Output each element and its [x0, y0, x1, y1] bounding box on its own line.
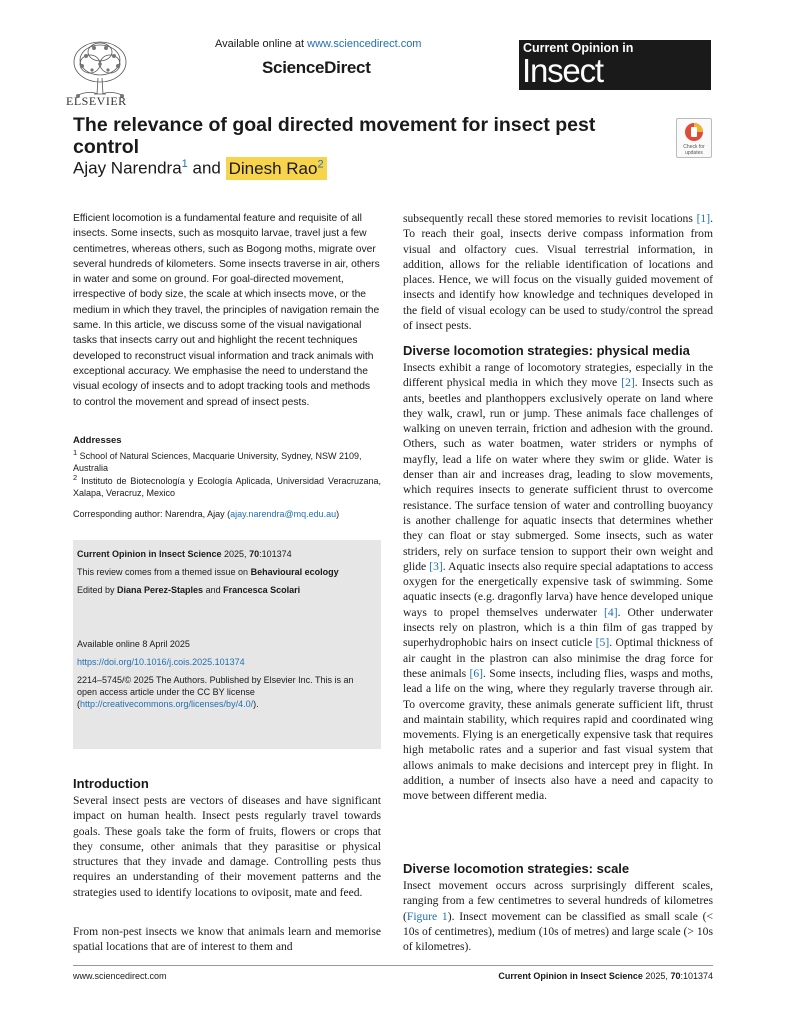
editor-1: Diana Perez-Staples [117, 585, 204, 595]
themed-issue-prefix: This review comes from a themed issue on [77, 567, 251, 577]
journal-banner-line1: Current Opinion in [523, 41, 634, 55]
crossmark-icon [677, 120, 711, 146]
available-online-prefix: Available online at [215, 38, 308, 50]
journal-banner-line2: Insect Science [522, 52, 632, 127]
author-1-affiliation[interactable]: 1 [181, 158, 188, 170]
check-for-updates-button[interactable] [676, 118, 712, 158]
physical-media-paragraph [403, 360, 713, 804]
introduction-paragraph-1: Several insect pests are vectors of diseases and have significant impact on human health. Insect pests regularly travel towards goals. These goals take the form of fruits, flowers or crops that they consume, other animals that they parasitise or physical structures that they invade and damage. Controlling pests thus requires an understanding of their movement patterns and the strategies used to identify locations to oviposit, mate and feed. [73, 794, 381, 899]
text-run: . To reach their goal, insects derive compass information from visual and olfactory cues. Visual terrestrial information, in addition, allows for the reliable identification of locations and places. Hence, we will focus on the visually guided movement of insects and identify how knowledge and techniques developed in the field of visual ecology can be used to study/control the spread of insect pests. [403, 212, 713, 333]
footer-site: www.sciencedirect.com [73, 971, 167, 981]
reference-1-link[interactable]: [1] [696, 212, 711, 225]
footer-year: 2025, [642, 971, 671, 981]
footer-volume: 70 [670, 971, 681, 981]
address-2 [73, 472, 381, 499]
citation-article-number: :101374 [259, 549, 292, 559]
author-1[interactable]: Ajay Narendra [73, 158, 182, 178]
citation-journal: Current Opinion in Insect Science [77, 549, 222, 559]
editors-connector: and [203, 585, 224, 595]
abstract: Efficient locomotion is a fundamental feature and requisite of all insects. Some insects, such as mosquito larvae, travel just a few centimetres, whereas others, such as Bogong moths, migrate over several hundreds of kilometers. Some insects traverse in air, others in water and some on ground. For goal-directed movement, irrespective of body size, the scale at which insects move, or the medium in which they travel, the principles of navigation remain the same. In this article, we discuss some of the visual navigational tasks that insects carry out and highlight the recent techniques developed to reconstruct visual information and track animals with exceptional accuracy. We emphasise the need to understand the visual ecology of insects and to adopt tracking tools and methods to control the movement and spread of insect pests. [73, 213, 380, 408]
text-run: . Other underwater insects rely on plastron, which is a thin film of gas trapped by superhydrophobic hairs on insect cuticle [403, 605, 713, 650]
license-prefix: 2214–5745/© 2025 The Authors. Published by Elsevier Inc. This is an open access article under the CC BY license ( [77, 675, 354, 709]
citation-year: 2025, [221, 549, 250, 559]
reference-5-link[interactable]: [5] [595, 636, 610, 650]
author-2-affiliation[interactable]: 2 [317, 158, 324, 170]
online-date: Available online 8 April 2025 [77, 639, 190, 649]
publisher-name: ELSEVIER [66, 94, 127, 108]
footer-divider [73, 965, 713, 966]
text-run: ). Insect movement can be classified as small scale (< 10s of centimetres), medium (10s of metres) and large scale (> 10s of kilometres). [403, 909, 713, 954]
themed-issue-name: Behavioural ecology [250, 567, 339, 577]
footer-article-number: :101374 [680, 971, 713, 981]
address-2-text: Instituto de Biotecnología y Ecología Aplicada, Universidad Veracruzana, Xalapa, Veracruz, Mexico [73, 476, 381, 498]
author-2[interactable]: Dinesh Rao [228, 158, 318, 178]
addresses-heading: Addresses [73, 435, 122, 446]
editor-2: Francesca Scolari [223, 585, 301, 595]
editors-line [77, 584, 300, 596]
right-paragraph-continued [403, 211, 713, 333]
footer-citation [420, 971, 713, 981]
sciencedirect-link[interactable]: www.sciencedirect.com [307, 38, 422, 50]
platform-name: ScienceDirect [262, 58, 371, 77]
text-run: . Some insects, including flies, wasps and moths, lead a life on the wing, where they regularly traverse through air. To overcome gravity, these animals generate sufficient lift, thrust and maintain stability, which requires rapid and coordinated wing movements. Flying is an energetically expensive task that requires high metabolic rates and a superior and fast visual system that allows animals to make decisions and intercept prey in flight. In addition, a number of insects also have a need and capacity to move between different media. [403, 666, 713, 803]
available-online-line [215, 38, 421, 50]
doi-link[interactable]: https://doi.org/10.1016/j.cois.2025.101374 [77, 657, 245, 667]
citation-volume: 70 [249, 549, 260, 559]
corresponding-email-link[interactable]: ajay.narendra@mq.edu.au [230, 509, 337, 519]
license-suffix: ). [253, 699, 259, 709]
scale-paragraph [403, 878, 713, 954]
address-1 [73, 447, 381, 474]
article-title: The relevance of goal directed movement for insect pest control [73, 114, 596, 158]
section-heading-physical-media: Diverse locomotion strategies: physical media [403, 343, 690, 358]
text-run: . Aquatic insects also require special adaptations to access oxygen for the energetically expensive task of swimming. Some aquatic insects (e.g. dragonfly larva) have hence developed unique ways to propel themselves underwater [403, 559, 713, 619]
reference-6-link[interactable]: [6] [469, 666, 484, 680]
introduction-paragraph-2: From non-pest insects we know that animals learn and memorise spatial locations that are of interest to them and [73, 925, 381, 954]
footer-journal: Current Opinion in Insect Science [498, 971, 643, 981]
address-1-text: School of Natural Sciences, Macquarie University, Sydney, NSW 2109, Australia [73, 451, 362, 473]
address-1-number: 1 [73, 448, 78, 457]
reference-2-link[interactable]: [2] [621, 376, 635, 390]
reference-3-link[interactable]: [3] [429, 559, 443, 573]
corresponding-author [73, 509, 339, 519]
corresponding-prefix: Corresponding author: Narendra, Ajay ( [73, 509, 231, 519]
text-run: subsequently recall these stored memories to revisit locations [403, 212, 697, 225]
author-line [73, 158, 327, 179]
section-heading-scale: Diverse locomotion strategies: scale [403, 861, 630, 876]
article-info-box [73, 540, 381, 749]
text-run: . Optimal thickness of air caught in the plastron can also minimise the drag force for these animals [403, 636, 714, 680]
author-connector: and [187, 158, 226, 178]
text-run: . Insects such as ants, beetles and planthoppers exclusively operate on land where they walk, crawl, run or jump. These animals face challenges of walking on uneven terrain, friction and adhesion with the ground. Others, such as water boatmen, water striders or nymphs of mayfly, lead a life on water where they swim or glide. Water is denser than air and increases drag, leading to slow movements, which requires insects to generate sufficient thrust to overcome resistance. The surface tension of water and controlling buoyancy is another challenge for aquatic insects that determines whether they can float or stay submerged. Some insects, such as water striders, rely on surface tension to support their own weight and glide [403, 376, 713, 573]
text-run: Insect movement occurs across surprisingly different scales, ranging from a few centimetres to several hundreds of kilometres ( [403, 879, 713, 923]
introduction-heading: Introduction [73, 776, 149, 791]
license-link[interactable]: http://creativecommons.org/licenses/by/4.0/ [80, 699, 254, 709]
address-2-number: 2 [73, 473, 78, 482]
license-text [77, 674, 375, 710]
themed-issue-line [77, 566, 339, 578]
corresponding-suffix: ) [336, 509, 340, 519]
figure-1-link[interactable]: Figure 1 [406, 909, 448, 923]
crossmark-label: Check for updates [683, 144, 705, 156]
editors-prefix: Edited by [77, 585, 118, 595]
reference-4-link[interactable]: [4] [604, 605, 618, 619]
journal-banner [519, 40, 711, 127]
citation-line [77, 548, 292, 560]
text-run: Insects exhibit a range of locomotory strategies, especially in the different physical media in which they move [403, 361, 713, 390]
